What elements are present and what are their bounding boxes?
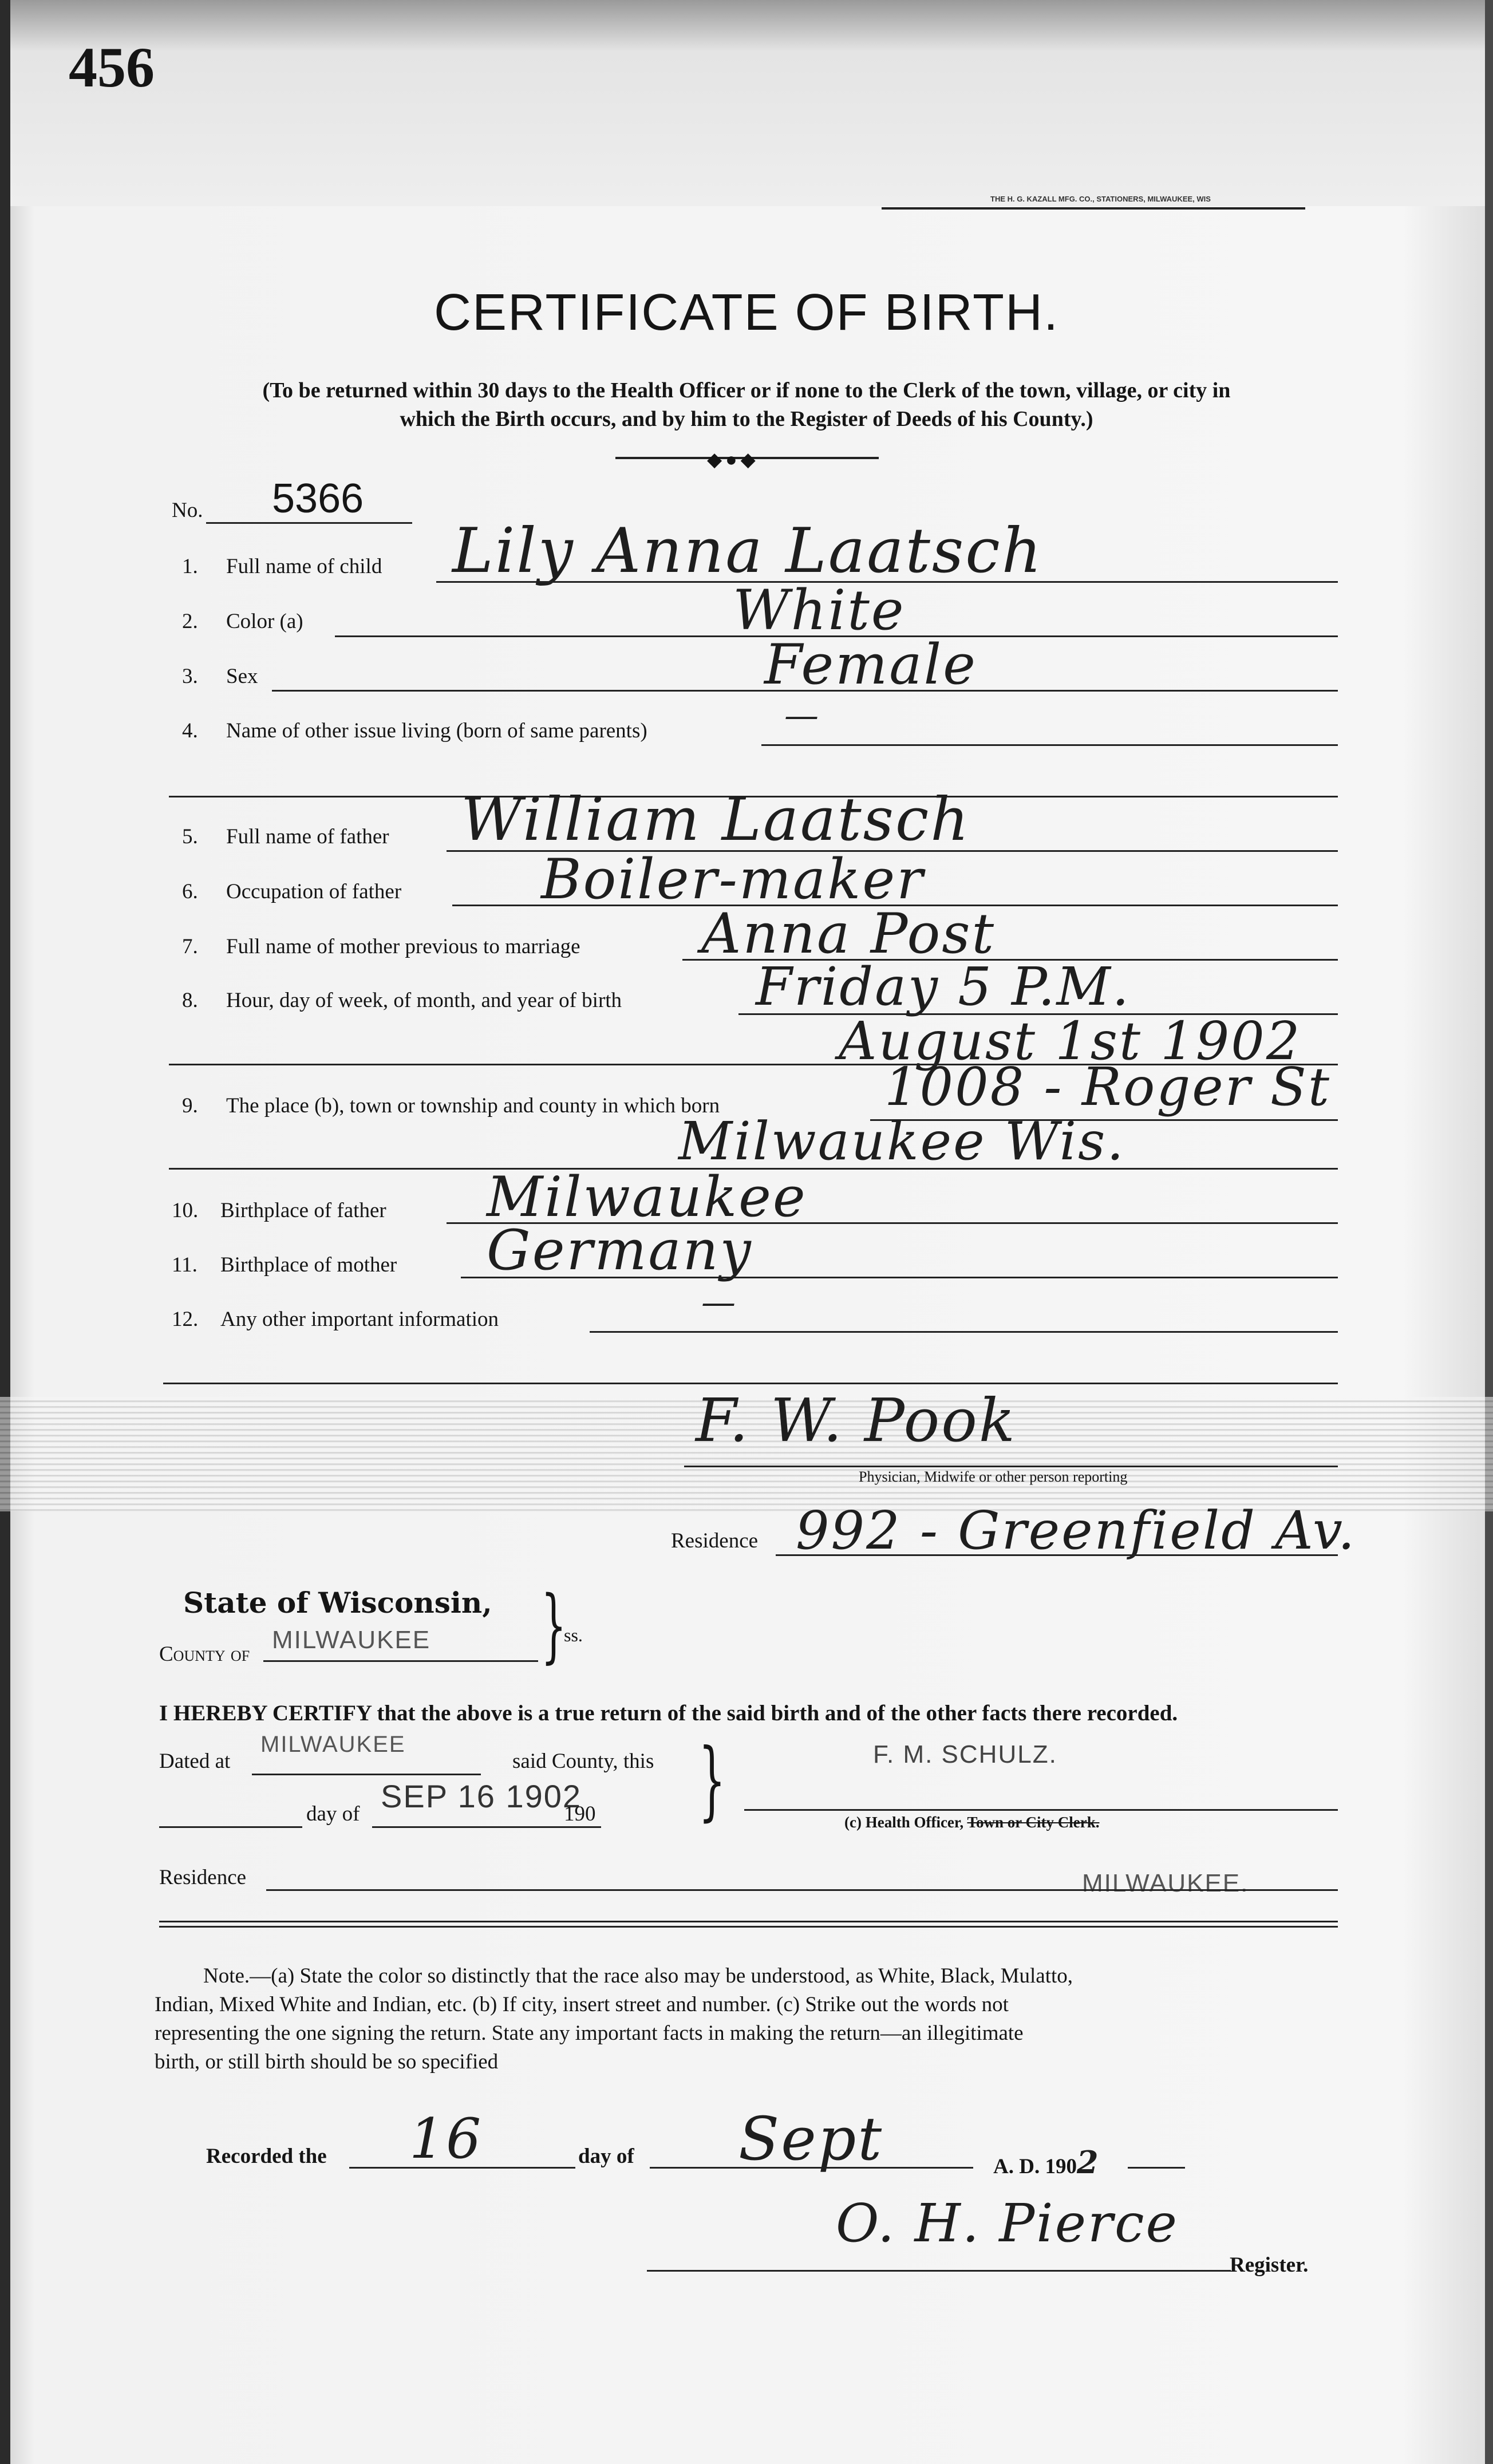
father-name-value: William Laatsch (461, 784, 971, 854)
field-3-line (272, 690, 1338, 692)
field-12-number: 12. (172, 1308, 199, 1331)
year-prefix: 190 (564, 1802, 596, 1826)
reporter-role: Physician, Midwife or other person reporting (859, 1468, 1128, 1485)
field-2-number: 2. (182, 610, 198, 633)
register-line (647, 2270, 1231, 2272)
number-label: No. (172, 499, 203, 522)
sex-value: Female (764, 633, 977, 697)
field-5-label: Full name of father (226, 825, 389, 848)
ornament-center: ◆●◆ (707, 449, 759, 471)
officer-caption-health: (c) Health Officer, (844, 1814, 964, 1831)
father-birthplace-value: Milwaukee (487, 1165, 807, 1229)
section-divider (159, 1921, 1338, 1928)
state-brace: } (541, 1579, 567, 1672)
county-line (263, 1660, 538, 1662)
field-12-line-2 (163, 1383, 1338, 1384)
reporter-residence-label: Residence (671, 1529, 759, 1553)
dated-at-line (252, 1774, 481, 1775)
reporter-residence-line (776, 1554, 1338, 1556)
note-line-1: Note.—(a) State the color so distinctly that the race also may be understood, as White, Black, Mulatto, (203, 1964, 1073, 1988)
field-3-label: Sex (226, 665, 258, 688)
field-9-number: 9. (182, 1094, 198, 1118)
recorded-ad-text: A. D. 190 (993, 2155, 1077, 2178)
other-info-value: — (701, 1282, 737, 1322)
recorded-month-value: Sept (738, 2104, 884, 2174)
field-3-number: 3. (182, 665, 198, 688)
officer-stamp: F. M. SCHULZ. (873, 1740, 1057, 1768)
mother-birthplace-value: Germany (487, 1218, 753, 1282)
county-this-label: said County, this (512, 1750, 654, 1773)
page-left-edge (0, 0, 10, 2464)
recorded-month-line (650, 2167, 973, 2169)
reporter-signature-line (684, 1466, 1338, 1467)
field-11-line (461, 1277, 1338, 1278)
officer-caption-struck: Town or City Clerk. (967, 1814, 1100, 1831)
date-line (372, 1826, 601, 1828)
field-10-label: Birthplace of father (220, 1199, 386, 1222)
father-occupation-value: Boiler-maker (541, 847, 925, 911)
field-4-label: Name of other issue living (born of same parents) (226, 719, 647, 743)
field-1-label: Full name of child (226, 555, 382, 578)
reporter-residence-value: 992 - Greenfield Av. (796, 1500, 1357, 1561)
field-11-label: Birthplace of mother (220, 1253, 397, 1277)
field-9-label: The place (b), town or township and county in which born (226, 1094, 720, 1118)
note-line-3: representing the one signing the return. State any important facts in making the return—an illegitimate (155, 2021, 1024, 2045)
child-name-value: Lily Anna Laatsch (452, 515, 1044, 587)
date-stamp: SEP 16 1902 (381, 1778, 582, 1814)
field-4-line (761, 744, 1338, 746)
subtitle-line-1: (To be returned within 30 days to the Health Officer or if none to the Clerk of the town, village, or city in (262, 378, 1231, 402)
ss-label: ss. (564, 1625, 583, 1645)
county-label: County of (159, 1642, 250, 1666)
birth-place-city-value: Milwaukee Wis. (678, 1111, 1125, 1172)
county-stamp: MILWAUKEE (272, 1626, 431, 1654)
recorded-ad (993, 2144, 1100, 2181)
day-of-label: day of (306, 1802, 360, 1826)
state-name: State of Wisconsin, (183, 1586, 492, 1620)
note-line-2: Indian, Mixed White and Indian, etc. (b) If city, insert street and number. (c) Strike out the words not (155, 1993, 1009, 2016)
color-value: White (733, 578, 906, 642)
field-10-number: 10. (172, 1199, 199, 1222)
subtitle-line-2: which the Birth occurs, and by him to the Register of Deeds of his County.) (400, 407, 1093, 431)
officer-residence-stamp: MILWAUKEE. (1082, 1869, 1249, 1897)
field-12-label: Any other important information (220, 1308, 499, 1331)
field-12-line (590, 1331, 1338, 1333)
dated-brace: } (698, 1731, 726, 1830)
register-label: Register. (1230, 2253, 1309, 2277)
page-top-shadow (0, 0, 1493, 206)
imprint-rule (882, 207, 1305, 210)
day-line (159, 1826, 302, 1828)
recorded-label: Recorded the (206, 2145, 327, 2168)
other-issue-value: — (784, 696, 820, 736)
dated-at-label: Dated at (159, 1750, 231, 1773)
field-6-number: 6. (182, 880, 198, 903)
field-2-label: Color (a) (226, 610, 303, 633)
recorded-year-digit: 2 (1076, 2144, 1100, 2181)
officer-residence-line (266, 1889, 1338, 1891)
number-underline (206, 522, 412, 524)
certify-statement: I HEREBY CERTIFY that the above is a true return of the said birth and of the other facts there recorded. (159, 1701, 1178, 1725)
birth-date-value: August 1st 1902 (839, 1010, 1302, 1072)
register-signature: O. H. Pierce (836, 2193, 1179, 2254)
page-number: 456 (69, 35, 155, 99)
field-11-number: 11. (172, 1253, 198, 1277)
recorded-day-line (349, 2167, 575, 2169)
officer-residence-label: Residence (159, 1866, 247, 1889)
page-right-edge (1485, 0, 1493, 2464)
recorded-year-line (1128, 2167, 1185, 2169)
field-8-number: 8. (182, 989, 198, 1012)
field-7-number: 7. (182, 935, 198, 958)
note-line-4: birth, or still birth should be so specified (155, 2050, 499, 2074)
field-4-number: 4. (182, 719, 198, 743)
officer-line (744, 1809, 1338, 1811)
officer-caption (844, 1814, 1099, 1831)
dated-at-stamp: MILWAUKEE (260, 1732, 406, 1757)
field-7-label: Full name of mother previous to marriage (226, 935, 580, 958)
field-8-label: Hour, day of week, of month, and year of birth (226, 989, 622, 1012)
field-1-number: 1. (182, 555, 198, 578)
certificate-number: 5366 (272, 476, 364, 522)
field-6-label: Occupation of father (226, 880, 402, 903)
recorded-day-of: day of (578, 2145, 634, 2168)
printer-imprint: THE H. G. KAZALL MFG. CO., STATIONERS, MILWAUKEE, WIS (990, 195, 1211, 203)
recorded-day-value: 16 (409, 2107, 483, 2171)
field-5-number: 5. (182, 825, 198, 848)
birth-time-value: Friday 5 P.M. (756, 956, 1131, 1017)
certificate-title: CERTIFICATE OF BIRTH. (433, 284, 1060, 341)
reporter-signature: F. W. Pook (696, 1385, 1017, 1455)
mother-name-value: Anna Post (701, 902, 996, 966)
birth-place-street-value: 1008 - Roger St (884, 1056, 1331, 1118)
